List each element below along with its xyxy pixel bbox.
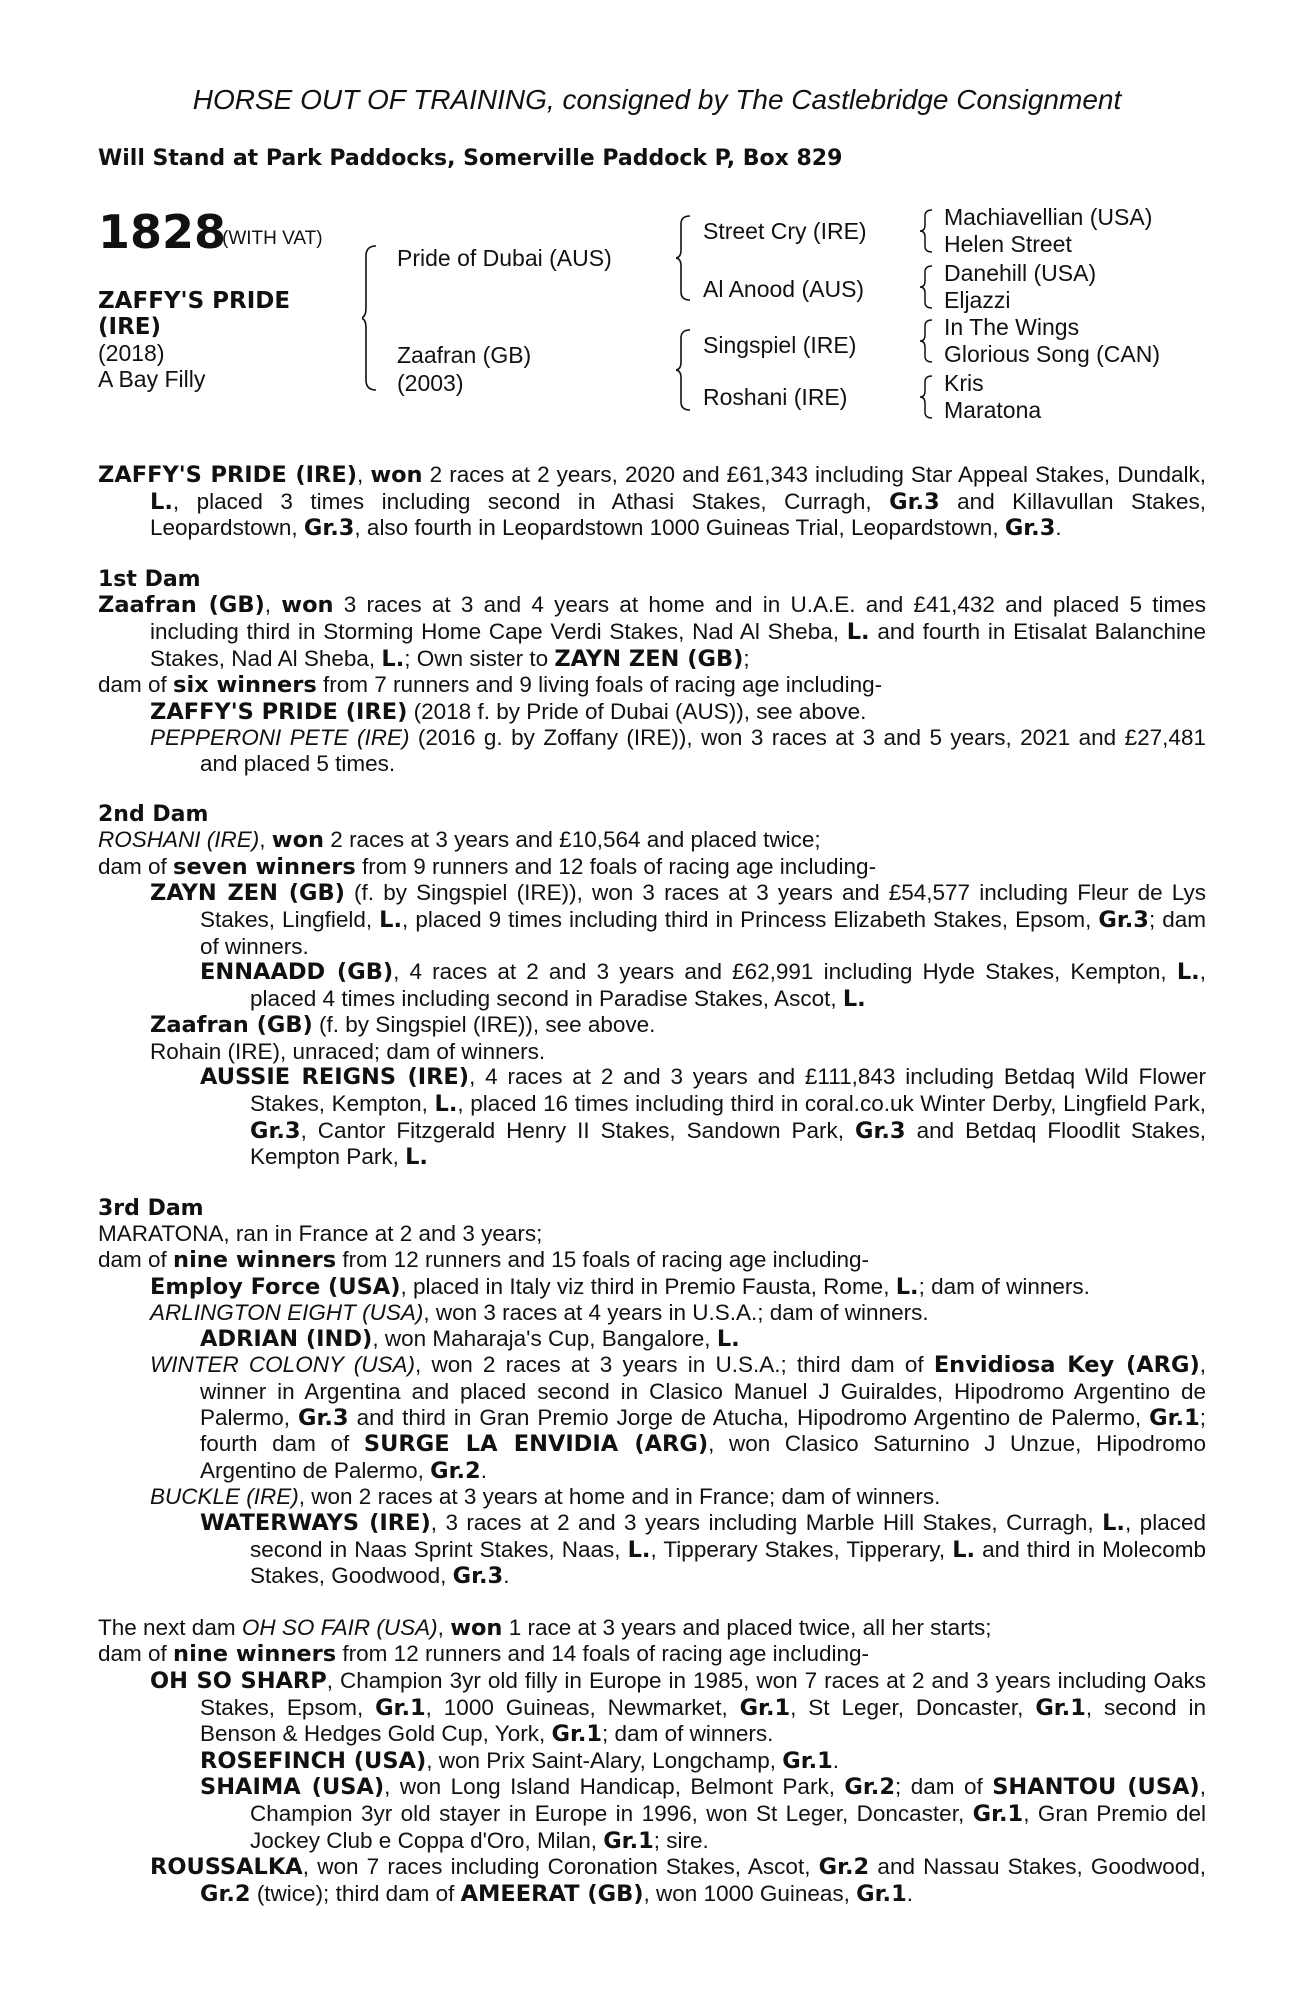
pedigree-brace-dam (676, 328, 692, 412)
second-dam-offspring-ennaadd: ENNAADD (GB), 4 races at 2 and 3 years and £62,991 including Hyde Stakes, Kempton, L., placed 4 times including second in Paradise Stakes, Ascot, L. (200, 959, 1206, 1012)
pedigree-gs2: Al Anood (AUS) (703, 276, 865, 302)
vat-note: (WITH VAT) (222, 228, 323, 249)
third-dam-offspring-arlington-eight: ARLINGTON EIGHT (USA), won 3 races at 4 years in U.S.A.; dam of winners. (150, 1300, 929, 1326)
first-dam-record: Zaafran (GB), won 3 races at 3 and 4 years at home and in U.A.E. and £41,432 and placed 5 times including third in Storming Home Cape Verdi Stakes, Nad Al Sheba, L. and fourth in Etisalat Balanchine Stakes, Nad Al Sheba, L.; Own sister to ZAYN ZEN (GB); (98, 592, 1206, 672)
first-dam-offspring-1: ZAFFY'S PRIDE (IRE) (2018 f. by Pride of Dubai (AUS)), see above. (150, 698, 867, 725)
second-dam-offspring-aussie-reigns: AUSSIE REIGNS (IRE), 4 races at 2 and 3 years and £111,843 including Betdaq Wild Flower Stakes, Kempton, L., placed 16 times including third in coral.co.uk Winter Derby, Lingfield Park, Gr.3, Cantor Fitzgerald Henry II Stakes, Sandown Park, Gr.3 and Betdaq Floodlit Stakes, Kempton Park, L. (200, 1064, 1206, 1171)
horse-summary: ZAFFY'S PRIDE (IRE), won 2 races at 2 years, 2020 and £61,343 including Star Appeal Stakes, Dundalk, L., placed 3 times including second in Athasi Stakes, Curragh, Gr.3 and Killavullan Stakes, Leopardstown, Gr.3, also fourth in Leopardstown 1000 Guineas Trial, Leopardstown, Gr.3. (98, 462, 1206, 542)
second-dam-offspring-zaafran: Zaafran (GB) (f. by Singspiel (IRE)), see above. (150, 1012, 656, 1039)
pedigree-brace-g3 (920, 318, 934, 364)
pedigree-ggs7: Kris (944, 370, 984, 396)
pedigree-brace-main (362, 244, 378, 392)
page-header: HORSE OUT OF TRAINING, consigned by The Castlebridge Consignment (192, 84, 1122, 115)
horse-country: (IRE) (98, 314, 162, 340)
pedigree-ggs5: In The Wings (944, 314, 1080, 340)
pedigree-ggs3: Danehill (USA) (944, 260, 1097, 286)
next-dam-offspring-roussalka: ROUSSALKA, won 7 races including Coronation Stakes, Ascot, Gr.2 and Nassau Stakes, Goodwood, Gr.2 (twice); third dam of AMEERAT (GB), won 1000 Guineas, Gr.1. (150, 1854, 1206, 1907)
second-dam-offspring-zayn-zen: ZAYN ZEN (GB) (f. by Singspiel (IRE)), won 3 races at 3 years and £54,577 including Fleur de Lys Stakes, Lingfield, L., placed 9 times including third in Princess Elizabeth Stakes, Epsom, Gr.3; dam of winners. (150, 880, 1206, 959)
pedigree-brace-g4 (920, 374, 934, 420)
pedigree-sire: Pride of Dubai (AUS) (397, 245, 612, 271)
first-dam-offspring-2: PEPPERONI PETE (IRE) (2016 g. by Zoffany (IRE)), won 3 races at 3 and 5 years, 2021 and £27,481 and placed 5 times. (150, 725, 1206, 776)
pedigree-brace-g2 (920, 264, 934, 310)
horse-year: (2018) (98, 340, 165, 366)
third-dam-offspring-employ-force: Employ Force (USA), placed in Italy viz third in Premio Fausta, Rome, L.; dam of winners. (150, 1273, 1090, 1300)
next-dam-produce: dam of nine winners from 12 runners and 14 foals of racing age including- (98, 1641, 869, 1668)
pedigree-gs1: Street Cry (IRE) (703, 218, 867, 244)
horse-details (98, 288, 290, 392)
horse-description: A Bay Filly (98, 366, 206, 392)
pedigree-ggs8: Maratona (944, 397, 1042, 423)
third-dam-offspring-waterways: WATERWAYS (IRE), 3 races at 2 and 3 years including Marble Hill Stakes, Curragh, L., placed second in Naas Sprint Stakes, Naas, L., Tipperary Stakes, Tipperary, L. and third in Molecomb Stakes, Goodwood, Gr.3. (200, 1509, 1206, 1590)
second-dam-produce: dam of seven winners from 9 runners and 12 foals of racing age including- (98, 853, 877, 880)
pedigree-brace-sire (676, 214, 692, 302)
next-dam-record: The next dam OH SO FAIR (USA), won 1 race at 3 years and placed twice, all her starts; (98, 1614, 992, 1641)
third-dam-heading: 3rd Dam (98, 1195, 204, 1221)
next-dam-offspring-oh-so-sharp: OH SO SHARP, Champion 3yr old filly in Europe in 1985, won 7 races at 2 and 3 years including Oaks Stakes, Epsom, Gr.1, 1000 Guineas, Newmarket, Gr.1, St Leger, Doncaster, Gr.1, second in Benson & Hedges Gold Cup, York, Gr.1; dam of winners. (150, 1667, 1206, 1748)
horse-name: ZAFFY'S PRIDE (98, 288, 291, 314)
pedigree-dam-year: (2003) (397, 370, 464, 396)
lot-number: 1828 (98, 205, 227, 259)
second-dam-heading: 2nd Dam (98, 801, 209, 827)
pedigree-ggs4: Eljazzi (944, 287, 1011, 313)
pedigree-ggs1: Machiavellian (USA) (944, 204, 1153, 230)
third-dam-offspring-buckle: BUCKLE (IRE), won 2 races at 3 years at home and in France; dam of winners. (150, 1484, 941, 1510)
third-dam-offspring-winter-colony: WINTER COLONY (USA), won 2 races at 3 years in U.S.A.; third dam of Envidiosa Key (ARG), winner in Argentina and placed second in Clasico Manuel J Guiraldes, Hipodromo Argentino de Palermo, Gr.3 and third in Gran Premio Jorge de Atucha, Hipodromo Argentino de Palermo, Gr.1; fourth dam of SURGE LA ENVIDIA (ARG), won Clasico Saturnino J Unzue, Hipodromo Argentino de Palermo, Gr.2. (150, 1352, 1207, 1484)
third-dam-record: MARATONA, ran in France at 2 and 3 years; (98, 1221, 543, 1247)
pedigree-brace-g1 (920, 208, 934, 254)
pedigree-ggs2: Helen Street (944, 231, 1072, 257)
stand-location: Will Stand at Park Paddocks, Somerville Paddock P, Box 829 (98, 146, 843, 171)
third-dam-offspring-adrian: ADRIAN (IND), won Maharaja's Cup, Bangalore, L. (200, 1325, 740, 1352)
first-dam-produce: dam of six winners from 7 runners and 9 living foals of racing age including- (98, 672, 883, 699)
next-dam-offspring-rosefinch: ROSEFINCH (USA), won Prix Saint-Alary, Longchamp, Gr.1. (200, 1747, 840, 1774)
first-dam-heading: 1st Dam (98, 566, 201, 592)
pedigree-gs4: Roshani (IRE) (703, 384, 848, 410)
next-dam-offspring-shaima: SHAIMA (USA), won Long Island Handicap, Belmont Park, Gr.2; dam of SHANTOU (USA), Champion 3yr old stayer in Europe in 1996, won St Leger, Doncaster, Gr.1, Gran Premio del Jockey Club e Coppa d'Oro, Milan, Gr.1; sire. (200, 1774, 1206, 1854)
third-dam-produce: dam of nine winners from 12 runners and 15 foals of racing age including- (98, 1247, 869, 1274)
second-dam-record: ROSHANI (IRE), won 2 races at 3 years and £10,564 and placed twice; (98, 827, 821, 854)
pedigree-gs3: Singspiel (IRE) (703, 332, 857, 358)
pedigree-ggs6: Glorious Song (CAN) (944, 341, 1161, 367)
pedigree-dam: Zaafran (GB) (397, 342, 532, 368)
second-dam-offspring-rohain: Rohain (IRE), unraced; dam of winners. (150, 1038, 546, 1064)
catalogue-body (98, 462, 1206, 1907)
